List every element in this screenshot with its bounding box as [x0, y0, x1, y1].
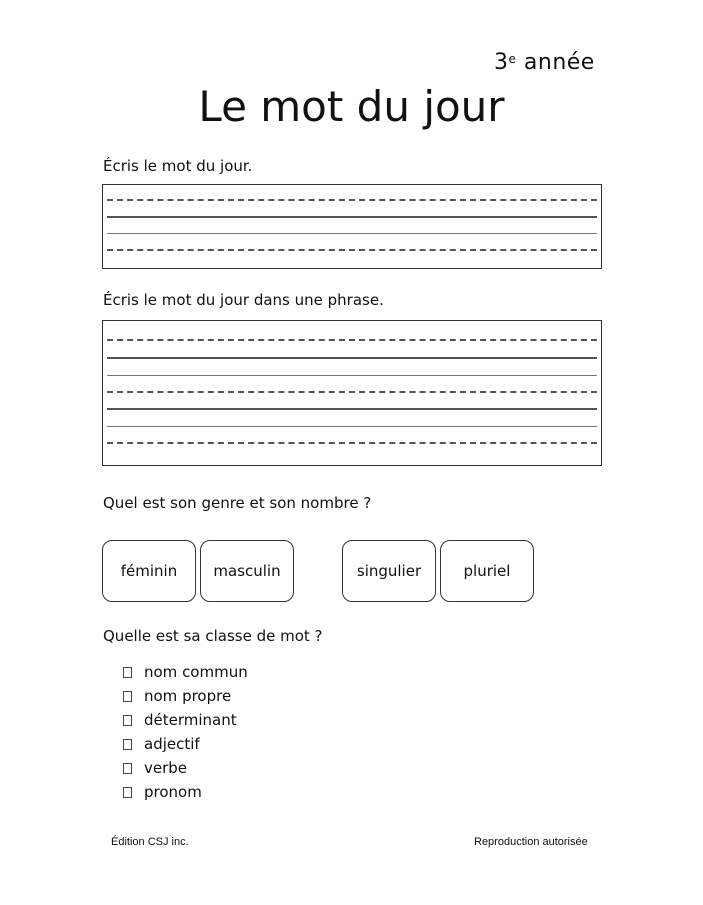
- option-pluriel[interactable]: pluriel: [440, 540, 534, 602]
- list-item[interactable]: [123, 732, 248, 756]
- list-item[interactable]: [123, 660, 248, 684]
- list-item[interactable]: [123, 780, 248, 804]
- checkbox[interactable]: [123, 787, 132, 798]
- checkbox[interactable]: [123, 763, 132, 774]
- footer-reproduction: Reproduction autorisée: [474, 836, 588, 848]
- dashed-guide-line: [107, 391, 597, 393]
- list-item[interactable]: [123, 684, 248, 708]
- base-guide-line: [107, 426, 597, 427]
- grade-word: année: [523, 50, 595, 75]
- option-label: nom commun: [144, 663, 248, 681]
- dashed-guide-line: [107, 199, 597, 201]
- base-guide-line: [107, 233, 597, 234]
- dashed-guide-line: [107, 339, 597, 341]
- prompt-write-word: Écris le mot du jour.: [103, 157, 253, 175]
- option-label: déterminant: [144, 711, 237, 729]
- dashed-guide-line: [107, 442, 597, 444]
- option-label: verbe: [144, 759, 188, 777]
- solid-guide-line: [107, 216, 597, 218]
- prompt-gender-number: Quel est son genre et son nombre ?: [103, 494, 372, 512]
- word-class-list: [123, 660, 248, 804]
- writing-box-word[interactable]: [102, 184, 602, 269]
- option-masculin[interactable]: masculin: [200, 540, 294, 602]
- solid-guide-line: [107, 357, 597, 359]
- grade-superscript: e: [508, 52, 517, 66]
- option-label: pronom: [144, 783, 202, 801]
- footer-publisher: Édition CSJ inc.: [111, 836, 189, 848]
- prompt-write-sentence: Écris le mot du jour dans une phrase.: [103, 291, 384, 309]
- checkbox[interactable]: [123, 667, 132, 678]
- option-singulier[interactable]: singulier: [342, 540, 436, 602]
- solid-guide-line: [107, 408, 597, 410]
- base-guide-line: [107, 375, 597, 376]
- page-title: Le mot du jour: [198, 82, 505, 131]
- grade-label: [494, 50, 595, 75]
- grade-number: 3: [494, 50, 509, 75]
- list-item[interactable]: [123, 708, 248, 732]
- checkbox[interactable]: [123, 739, 132, 750]
- dashed-guide-line: [107, 249, 597, 251]
- list-item[interactable]: [123, 756, 248, 780]
- option-label: nom propre: [144, 687, 232, 705]
- option-label: adjectif: [144, 735, 200, 753]
- checkbox[interactable]: [123, 715, 132, 726]
- writing-box-sentence[interactable]: [102, 320, 602, 466]
- option-feminin[interactable]: féminin: [102, 540, 196, 602]
- prompt-word-class: Quelle est sa classe de mot ?: [103, 627, 323, 645]
- checkbox[interactable]: [123, 691, 132, 702]
